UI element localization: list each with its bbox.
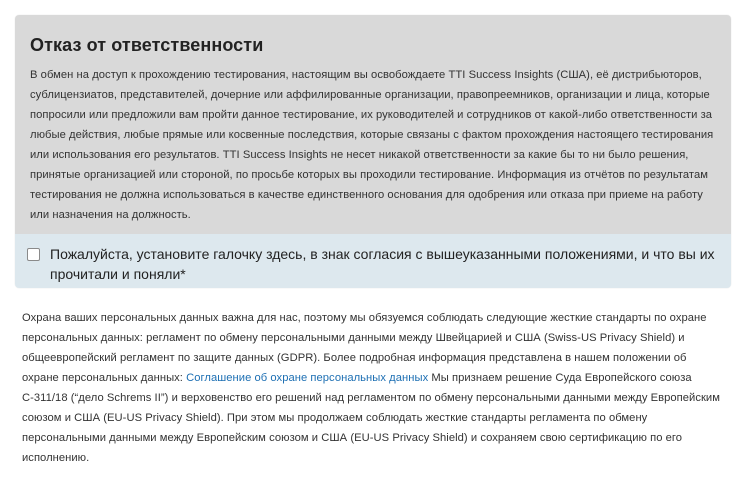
privacy-agreement-link[interactable]: Соглашение об охране персональных данных — [186, 372, 429, 384]
consent-checkbox[interactable] — [27, 248, 40, 261]
privacy-text-after-link: Мы признаем решение Суда Европейского союза С-311/18 (“дело Schrems II”) и верховенство его решений над регламентом по обмену персональными данными между Европейским союзом и США (EU-US Privacy Shield). При этом мы продолжаем соблюдать жесткие стандарты регламента по обмену персональными данными между Европейским союзом и США (EU-US Privacy Shield) и сохраняем свою сертификацию по его исполнению. — [22, 372, 720, 464]
privacy-paragraph — [22, 308, 722, 468]
privacy-text-before-link: Охрана ваших персональных данных важна для нас, поэтому мы обязуемся соблюдать следующие жесткие стандарты по охране персональных данных: регламент по обмену персональными данными между Швейцарией и США (Swiss-US Privacy Shield) и общеевропейский регламент по защите данных (GDPR). Более подробная информация представлена в нашем положении об охране персональных данных: — [22, 312, 707, 384]
disclaimer-body — [15, 15, 731, 234]
disclaimer-text: В обмен на доступ к прохождению тестирования, настоящим вы освобождаете TTI Success Insights (США), её дистрибьюторов, сублицензиатов, представителей, дочерние или аффилированные организации, правопреемников, организации и лица, которые попросили или предложили вам пройти данное тестирование, их руководителей и сотрудников от какой-либо ответственности за любые действия, любые прямые или косвенные последствия, которые связаны с фактом прохождения настоящего тестирования или использования его результатов. TTI Success Insights не несет никакой ответственности за какие бы то ни было решения, принятые организацией или стороной, по просьбе которых вы проходили тестирование. Информация из отчётов по результатам тестирования не должна использоваться в качестве единственного основания для одобрения или отказа при приеме на работу или назначения на должность. — [30, 69, 714, 221]
disclaimer-panel — [15, 15, 731, 288]
consent-row[interactable] — [15, 234, 731, 288]
consent-label[interactable]: Пожалуйста, установите галочку здесь, в знак согласия с вышеуказанными положениями, и что вы их прочитали и поняли* — [50, 246, 715, 282]
disclaimer-title: Отказ от ответственности — [30, 35, 264, 55]
